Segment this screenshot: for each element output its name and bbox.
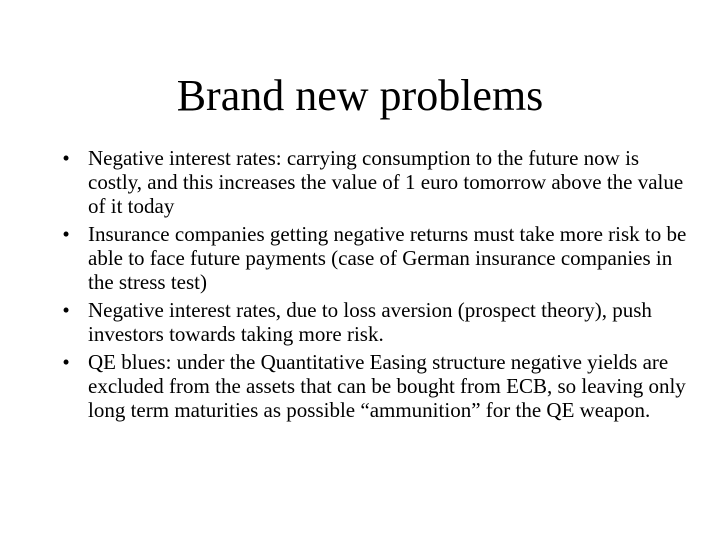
bullet-item <box>56 298 696 346</box>
bullet-marker: • <box>62 146 70 170</box>
bullet-marker: • <box>62 222 70 246</box>
bullet-list <box>56 146 696 426</box>
bullet-marker: • <box>62 298 70 322</box>
bullet-marker: • <box>62 350 70 374</box>
bullet-item <box>56 222 696 294</box>
bullet-text: Insurance companies getting negative returns must take more risk to be able to face future payments (case of German insurance companies in the stress test) <box>88 222 687 294</box>
bullet-text: Negative interest rates, due to loss aversion (prospect theory), push investors towards taking more risk. <box>88 298 652 346</box>
slide-title: Brand new problems <box>176 71 544 120</box>
bullet-item <box>56 146 696 218</box>
bullet-text: Negative interest rates: carrying consumption to the future now is costly, and this increases the value of 1 euro tomorrow above the value of it today <box>88 146 684 218</box>
bullet-item <box>56 350 696 422</box>
bullet-text: QE blues: under the Quantitative Easing structure negative yields are excluded from the assets that can be bought from ECB, so leaving only long term maturities as possible “ammunition” for the QE weapon. <box>88 350 686 422</box>
